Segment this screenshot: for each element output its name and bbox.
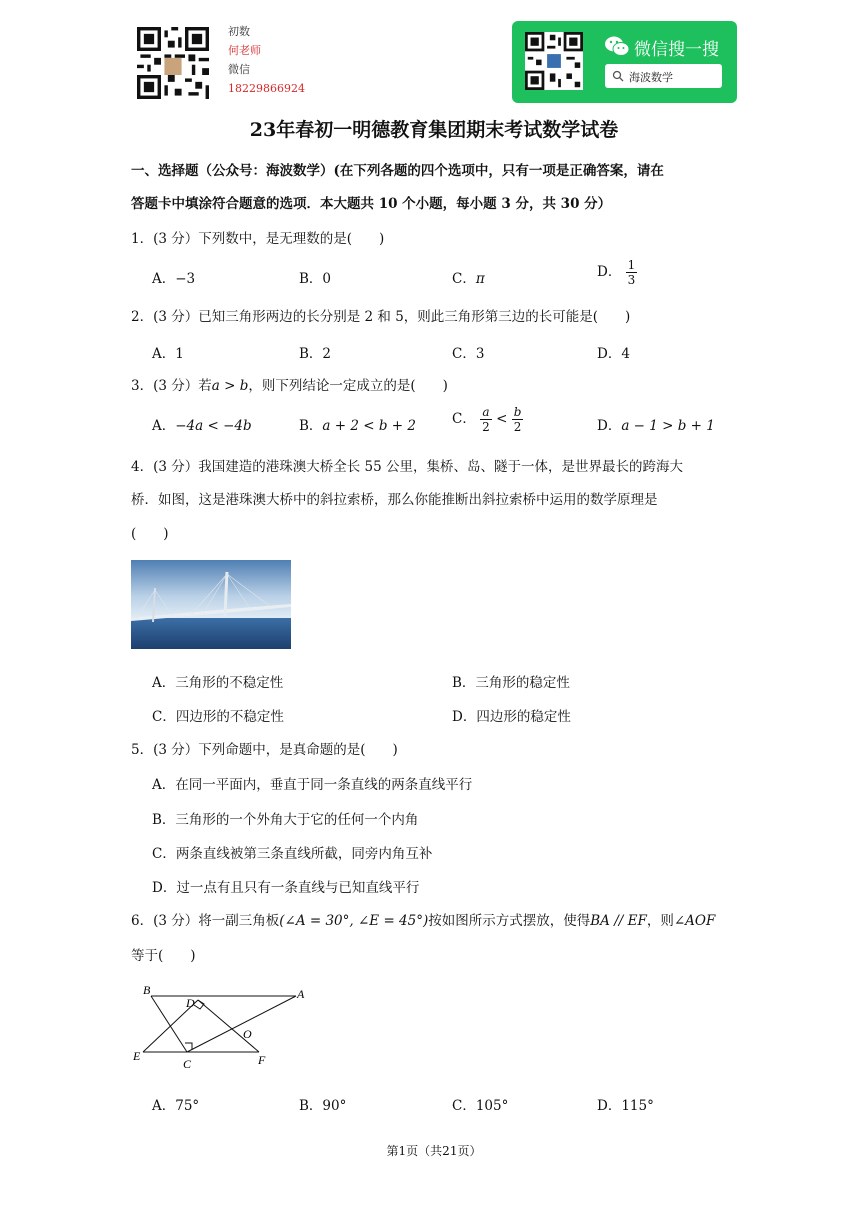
section-heading-line: 答题卡中填涂符合题意的选项．本大题共 10 个小题，每小题 3 分，共 30 分）	[131, 196, 612, 212]
fraction-denominator: 2	[482, 420, 490, 434]
option-label: D．	[597, 418, 622, 434]
q4-option-b: B．三角形的稳定性	[452, 675, 570, 691]
question-6-stem-line	[131, 909, 715, 929]
wechat-search-value: 海波数学	[629, 71, 673, 84]
option-label: C．	[452, 411, 476, 427]
option-label: A．	[152, 271, 176, 287]
option-label: D．	[597, 1098, 622, 1114]
q2-option-c: C．3	[452, 346, 485, 362]
option-value: a − 1 > b + 1	[621, 418, 715, 434]
option-label: B．	[299, 418, 323, 434]
right-angle-mark-C	[185, 1043, 192, 1050]
label-O: O	[243, 1027, 252, 1041]
q3-option-c	[452, 405, 523, 434]
question-4-stem-line: 4．(3 分）我国建造的港珠澳大桥全长 55 公里，集桥、岛、隧于一体，是世界最长的跨海大	[131, 459, 683, 475]
q2-option-d: D．4	[597, 346, 630, 362]
stem-math: ∠AOF	[673, 913, 716, 929]
label-F: F	[258, 1053, 266, 1067]
wechat-search-title: 微信搜一搜	[634, 40, 719, 60]
wechat-icon	[604, 35, 630, 57]
option-value: −3	[175, 271, 196, 287]
label-D: D	[186, 996, 195, 1010]
label-B: B	[143, 983, 151, 997]
option-value: 90°	[322, 1098, 347, 1114]
q2-option-a: A．1	[152, 346, 184, 362]
q5-option-b: B．三角形的一个外角大于它的任何一个内角	[152, 812, 419, 828]
option-value: −4a < −4b	[175, 418, 252, 434]
option-label: D．	[597, 264, 622, 280]
option-label: A．	[152, 1098, 176, 1114]
q1-option-d	[597, 258, 637, 287]
option-label: C．	[452, 1098, 476, 1114]
q4-option-c: C．四边形的不稳定性	[152, 709, 284, 725]
triangle-figure	[131, 980, 316, 1072]
question-2-stem: 2．(3 分）已知三角形两边的长分别是 2 和 5，则此三角形第三边的长可能是( )	[131, 309, 631, 325]
stem-text: 6．(3 分）将一副三角板	[131, 913, 280, 929]
fraction-numerator: b	[513, 405, 522, 419]
label-A: A	[297, 987, 305, 1001]
option-value: 105°	[475, 1098, 509, 1114]
stem-math: BA // EF	[590, 913, 647, 929]
q4-option-a: A．三角形的不稳定性	[152, 675, 284, 691]
option-label: C．	[452, 271, 476, 287]
contact-line: 何老师	[228, 44, 261, 57]
search-icon	[612, 70, 624, 82]
option-value: 75°	[175, 1098, 200, 1114]
stem-text: 按如图所示方式摆放，使得	[428, 913, 591, 929]
fraction	[480, 405, 492, 434]
wechat-search-card	[512, 21, 737, 103]
less-than-sign: <	[496, 411, 508, 427]
q5-option-a: A．在同一平面内，垂直于同一条直线的两条直线平行	[152, 777, 473, 793]
stem-text: 3．(3 分）若	[131, 378, 212, 394]
option-label: B．	[299, 271, 323, 287]
option-value: a + 2 < b + 2	[322, 418, 416, 434]
q6-option-b	[299, 1094, 346, 1114]
q1-option-b	[299, 267, 331, 287]
bridge-photo	[131, 560, 291, 649]
stem-text: ，则下列结论一定成立的是( )	[248, 378, 448, 394]
q5-option-d: D．过一点有且只有一条直线与已知直线平行	[152, 880, 420, 896]
q1-option-c	[452, 267, 485, 287]
section-heading-line: 一、选择题（公众号：海波数学）(在下列各题的四个选项中，只有一项是正确答案，请在	[131, 163, 664, 179]
qr-code-image	[137, 27, 209, 99]
question-4-stem-line: ( )	[131, 526, 169, 542]
wechat-search-box[interactable]	[605, 64, 722, 88]
q2-option-b: B．2	[299, 346, 332, 362]
contact-phone: 18229866924	[228, 82, 305, 95]
page-number: 第1页（共21页）	[386, 1144, 482, 1158]
option-value: 115°	[621, 1098, 654, 1114]
q3-option-a	[152, 414, 252, 434]
stem-math: (∠A = 30°, ∠E = 45°)	[279, 913, 429, 929]
contact-info	[228, 22, 305, 98]
contact-line: 初数	[228, 25, 250, 38]
q5-option-c: C．两条直线被第三条直线所截，同旁内角互补	[152, 846, 433, 862]
contact-line: 微信	[228, 63, 250, 76]
option-label: A．	[152, 418, 176, 434]
fraction	[512, 405, 524, 434]
option-value: 0	[322, 271, 332, 287]
q3-option-d	[597, 414, 715, 434]
question-4-stem-line: 桥．如图，这是港珠澳大桥中的斜拉索桥，那么你能推断出斜拉索桥中运用的数学原理是	[131, 492, 658, 508]
exam-title: 23年春初一明德教育集团期末考试数学试卷	[249, 119, 619, 141]
q6-option-a	[152, 1094, 199, 1114]
qr-code-small-image	[525, 32, 583, 90]
fraction	[626, 258, 638, 287]
q1-option-a	[152, 267, 195, 287]
option-label: B．	[299, 1098, 323, 1114]
fraction-denominator: 2	[513, 420, 522, 434]
q4-option-d: D．四边形的稳定性	[452, 709, 571, 725]
question-5-stem: 5．(3 分）下列命题中，是真命题的是( )	[131, 742, 398, 758]
q3-option-b	[299, 414, 416, 434]
line-BC	[151, 996, 187, 1052]
fraction-numerator: 1	[627, 258, 636, 272]
label-C: C	[183, 1057, 192, 1071]
q6-option-d	[597, 1094, 654, 1114]
fraction-numerator: a	[480, 405, 492, 420]
stem-math: a > b	[211, 378, 249, 394]
option-value: π	[475, 271, 485, 287]
fraction-denominator: 3	[627, 273, 636, 287]
question-3-stem	[131, 374, 448, 394]
question-6-stem-line: 等于( )	[131, 948, 196, 964]
stem-text: ，则	[646, 913, 674, 929]
question-1-stem: 1．(3 分）下列数中，是无理数的是( )	[131, 231, 385, 247]
line-DF	[198, 1000, 259, 1052]
q6-option-c	[452, 1094, 508, 1114]
label-E: E	[133, 1049, 141, 1063]
